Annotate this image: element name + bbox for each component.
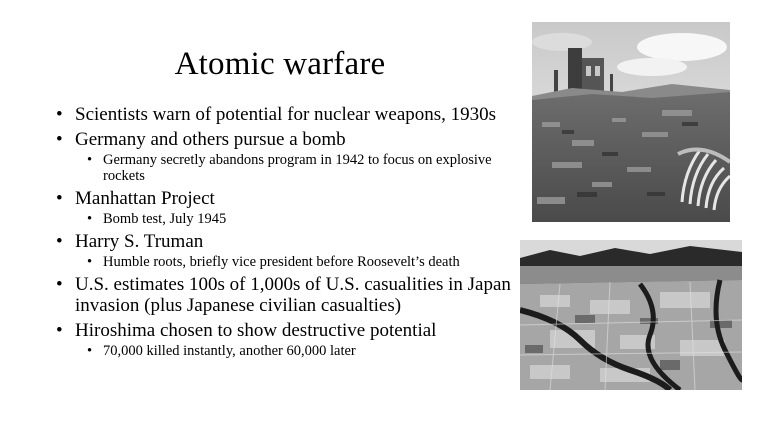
bullet-item: • Germany and others pursue a bomb bbox=[56, 129, 516, 150]
bullet-item: • Scientists warn of potential for nuclear weapons, 1930s bbox=[56, 104, 516, 125]
sub-bullet-item: • 70,000 killed instantly, another 60,000 later bbox=[87, 343, 516, 359]
aerial-photo-image bbox=[520, 240, 742, 390]
bullet-item: • Manhattan Project bbox=[56, 188, 516, 209]
sub-bullet-item: • Germany secretly abandons program in 1942 to focus on explosive rockets bbox=[87, 152, 516, 184]
aerial-photo bbox=[520, 240, 742, 390]
sub-bullet-item: • Bomb test, July 1945 bbox=[87, 211, 516, 227]
bullet-item: • Hiroshima chosen to show destructive potential bbox=[56, 320, 516, 341]
sub-bullet-item: • Humble roots, briefly vice president before Roosevelt’s death bbox=[87, 254, 516, 270]
ruins-photo bbox=[532, 22, 730, 222]
bullet-list bbox=[56, 104, 516, 359]
bullet-item: • Harry S. Truman bbox=[56, 231, 516, 252]
ruins-photo-image bbox=[532, 22, 730, 222]
slide-title: Atomic warfare bbox=[174, 46, 386, 82]
bullet-item: • U.S. estimates 100s of 1,000s of U.S. casualities in Japan invasion (plus Japanese civilian casualties) bbox=[56, 274, 516, 316]
